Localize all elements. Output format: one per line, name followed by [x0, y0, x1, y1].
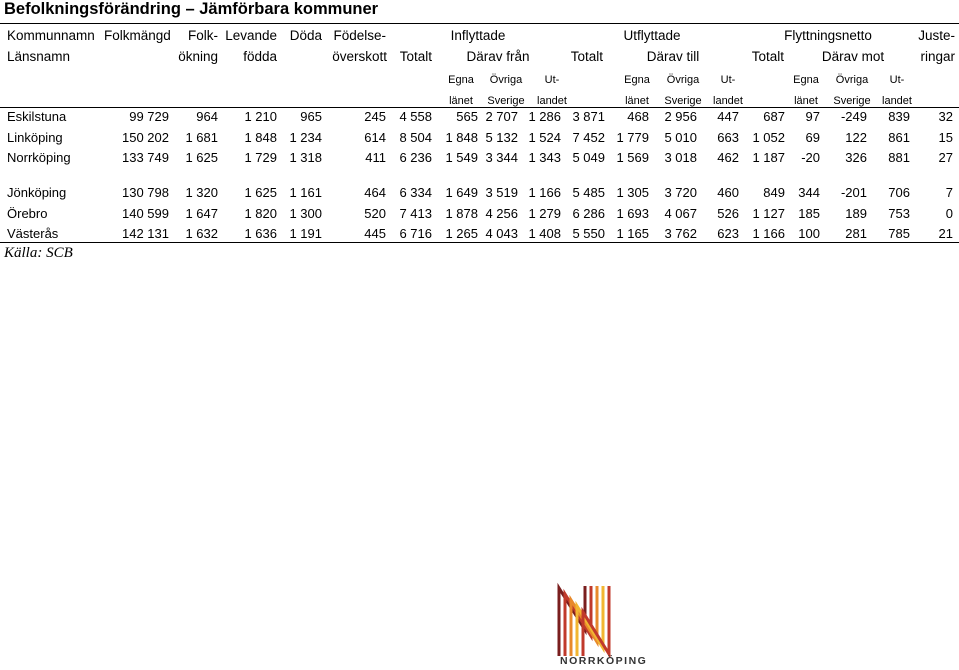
title-rule — [0, 23, 959, 24]
table-cell: 706 — [888, 185, 910, 200]
subheader-cell: Sverige — [664, 95, 702, 107]
table-cell: 5 010 — [664, 130, 697, 145]
table-cell: 462 — [717, 150, 739, 165]
table-cell: 1 636 — [244, 226, 277, 241]
table-cell: 1 166 — [528, 185, 561, 200]
table-cell: 1 052 — [752, 130, 785, 145]
table-cell: 21 — [938, 226, 953, 241]
table-cell: 623 — [717, 226, 739, 241]
table-cell: -249 — [840, 109, 867, 124]
table-cell: 1 165 — [616, 226, 649, 241]
table-cell: 3 344 — [485, 150, 518, 165]
header-cell: ringar — [920, 49, 955, 64]
table-cell: 4 043 — [485, 226, 518, 241]
table-cell: 97 — [805, 109, 820, 124]
subheader-cell: Ut- — [720, 74, 736, 86]
table-cell: 1 286 — [528, 109, 561, 124]
table-cell: 1 729 — [244, 150, 277, 165]
header-cell: Juste- — [918, 28, 955, 43]
table-cell: 69 — [805, 130, 820, 145]
table-cell: 122 — [845, 130, 867, 145]
table-cell: 130 798 — [122, 185, 169, 200]
table-cell: 7 413 — [399, 206, 432, 221]
subheader-cell: Egna — [624, 74, 650, 86]
bottom-rule — [0, 242, 959, 243]
header-cell: Därav till — [646, 49, 700, 64]
header-cell: Utflyttade — [623, 28, 681, 43]
table-cell: 1 625 — [244, 185, 277, 200]
table-cell: 965 — [300, 109, 322, 124]
table-cell: 185 — [798, 206, 820, 221]
row-name: Linköping — [7, 130, 63, 145]
table-cell: -20 — [801, 150, 820, 165]
table-cell: 6 334 — [399, 185, 432, 200]
header-cell: Totalt — [751, 49, 784, 64]
table-cell: 3 762 — [664, 226, 697, 241]
table-cell: 6 236 — [399, 150, 432, 165]
subheader-cell: Övriga — [835, 74, 869, 86]
table-cell: 1 265 — [445, 226, 478, 241]
table-cell: 1 649 — [445, 185, 478, 200]
subheader-cell: Sverige — [487, 95, 525, 107]
table-cell: 1 647 — [185, 206, 218, 221]
header-cell: Inflyttade — [450, 28, 506, 43]
table-cell: 1 848 — [445, 130, 478, 145]
table-cell: 1 187 — [752, 150, 785, 165]
header-cell: Därav från — [466, 49, 530, 64]
header-cell: Därav mot — [821, 49, 885, 64]
table-cell: 1 191 — [289, 226, 322, 241]
subheader-cell: Övriga — [666, 74, 700, 86]
table-cell: 3 720 — [664, 185, 697, 200]
source-note: Källa: SCB — [4, 245, 73, 261]
header-cell: Folk- — [188, 28, 218, 43]
table-cell: 2 707 — [485, 109, 518, 124]
table-cell: 7 — [945, 185, 953, 200]
table-cell: 4 067 — [664, 206, 697, 221]
table-cell: 281 — [845, 226, 867, 241]
table-cell: 8 504 — [399, 130, 432, 145]
table-cell: 1 632 — [185, 226, 218, 241]
table-cell: 5 049 — [572, 150, 605, 165]
table-cell: 447 — [717, 109, 739, 124]
table-cell: 1 524 — [528, 130, 561, 145]
table-cell: 687 — [763, 109, 785, 124]
header-cell: Totalt — [399, 49, 432, 64]
subheader-cell: Egna — [793, 74, 819, 86]
table-cell: 27 — [938, 150, 953, 165]
table-cell: 5 485 — [572, 185, 605, 200]
subheader-cell: landet — [537, 95, 567, 107]
table-cell: 1 569 — [616, 150, 649, 165]
table-cell: 1 343 — [528, 150, 561, 165]
table-cell: 1 300 — [289, 206, 322, 221]
table-cell: 1 234 — [289, 130, 322, 145]
table-cell: 189 — [845, 206, 867, 221]
table-cell: 6 716 — [399, 226, 432, 241]
table-cell: 460 — [717, 185, 739, 200]
table-cell: 3 519 — [485, 185, 518, 200]
table-cell: 1 820 — [244, 206, 277, 221]
table-cell: 2 956 — [664, 109, 697, 124]
table-cell: 15 — [938, 130, 953, 145]
table-cell: 326 — [845, 150, 867, 165]
header-rule — [0, 107, 959, 108]
table-cell: 565 — [456, 109, 478, 124]
header-cell: överskott — [332, 49, 387, 64]
table-cell: 861 — [888, 130, 910, 145]
table-cell: 142 131 — [122, 226, 169, 241]
subheader-cell: Ut- — [889, 74, 905, 86]
table-cell: 32 — [938, 109, 953, 124]
header-cell: Döda — [289, 28, 322, 43]
table-cell: 1 878 — [445, 206, 478, 221]
table-cell: 1 161 — [289, 185, 322, 200]
table-cell: 1 210 — [244, 109, 277, 124]
header-cell: Folkmängd — [104, 28, 171, 43]
subheader-cell: Sverige — [833, 95, 871, 107]
header-cell: födda — [243, 49, 277, 64]
table-cell: 1 779 — [616, 130, 649, 145]
table-cell: 839 — [888, 109, 910, 124]
table-cell: 1 408 — [528, 226, 561, 241]
table-cell: 344 — [798, 185, 820, 200]
table-cell: 150 202 — [122, 130, 169, 145]
subheader-cell: landet — [882, 95, 912, 107]
table-cell: 1 305 — [616, 185, 649, 200]
table-cell: 849 — [763, 185, 785, 200]
subheader-cell: landet — [713, 95, 743, 107]
table-cell: 4 558 — [399, 109, 432, 124]
table-cell: 0 — [945, 206, 953, 221]
table-cell: 1 166 — [752, 226, 785, 241]
table-cell: 614 — [364, 130, 386, 145]
table-cell: 445 — [364, 226, 386, 241]
table-cell: 964 — [196, 109, 218, 124]
table-cell: 468 — [627, 109, 649, 124]
row-name: Örebro — [7, 206, 48, 221]
table-cell: 663 — [717, 130, 739, 145]
subheader-cell: Egna — [448, 74, 474, 86]
header-cell: ökning — [178, 49, 218, 64]
page-title: Befolkningsförändring – Jämförbara kommuner — [4, 0, 379, 18]
table-cell: 140 599 — [122, 206, 169, 221]
table-cell: 5 550 — [572, 226, 605, 241]
table-cell: 1 127 — [752, 206, 785, 221]
row-name: Eskilstuna — [7, 109, 67, 124]
table-cell: -201 — [840, 185, 867, 200]
norrkoping-logo-icon — [545, 578, 645, 658]
table-cell: 245 — [364, 109, 386, 124]
header-cell: Födelse- — [333, 28, 386, 43]
table-cell: 785 — [888, 226, 910, 241]
table-cell: 3 871 — [572, 109, 605, 124]
subheader-cell: Övriga — [489, 74, 523, 86]
header-cell: Levande — [225, 28, 277, 43]
table-cell: 7 452 — [572, 130, 605, 145]
table-cell: 133 749 — [122, 150, 169, 165]
table-cell: 6 286 — [572, 206, 605, 221]
table-cell: 1 681 — [185, 130, 218, 145]
table-cell: 520 — [364, 206, 386, 221]
header-cell: Totalt — [570, 49, 603, 64]
table-cell: 1 848 — [244, 130, 277, 145]
table-cell: 5 132 — [485, 130, 518, 145]
row-name: Jönköping — [7, 185, 67, 200]
table-cell: 1 693 — [616, 206, 649, 221]
row-name: Norrköping — [7, 150, 71, 165]
header-cell: Kommunnamn — [7, 28, 95, 43]
table-cell: 1 549 — [445, 150, 478, 165]
table-cell: 1 320 — [185, 185, 218, 200]
row-name: Västerås — [7, 226, 59, 241]
subheader-cell: länet — [449, 95, 473, 107]
header-cell: Flyttningsnetto — [784, 28, 872, 43]
table-cell: 464 — [364, 185, 386, 200]
table-cell: 411 — [365, 150, 386, 165]
table-cell: 526 — [717, 206, 739, 221]
table-cell: 1 279 — [528, 206, 561, 221]
table-cell: 881 — [888, 150, 910, 165]
subheader-cell: Ut- — [544, 74, 560, 86]
table-cell: 3 018 — [664, 150, 697, 165]
subheader-cell: länet — [794, 95, 818, 107]
table-cell: 1 318 — [289, 150, 322, 165]
header-cell: Länsnamn — [7, 49, 71, 64]
table-cell: 100 — [798, 226, 820, 241]
table-cell: 99 729 — [129, 109, 169, 124]
table-cell: 1 625 — [185, 150, 218, 165]
table-cell: 753 — [888, 206, 910, 221]
subheader-cell: länet — [625, 95, 649, 107]
logo-wordmark: NORRKÖPING — [560, 655, 648, 667]
table-cell: 4 256 — [485, 206, 518, 221]
